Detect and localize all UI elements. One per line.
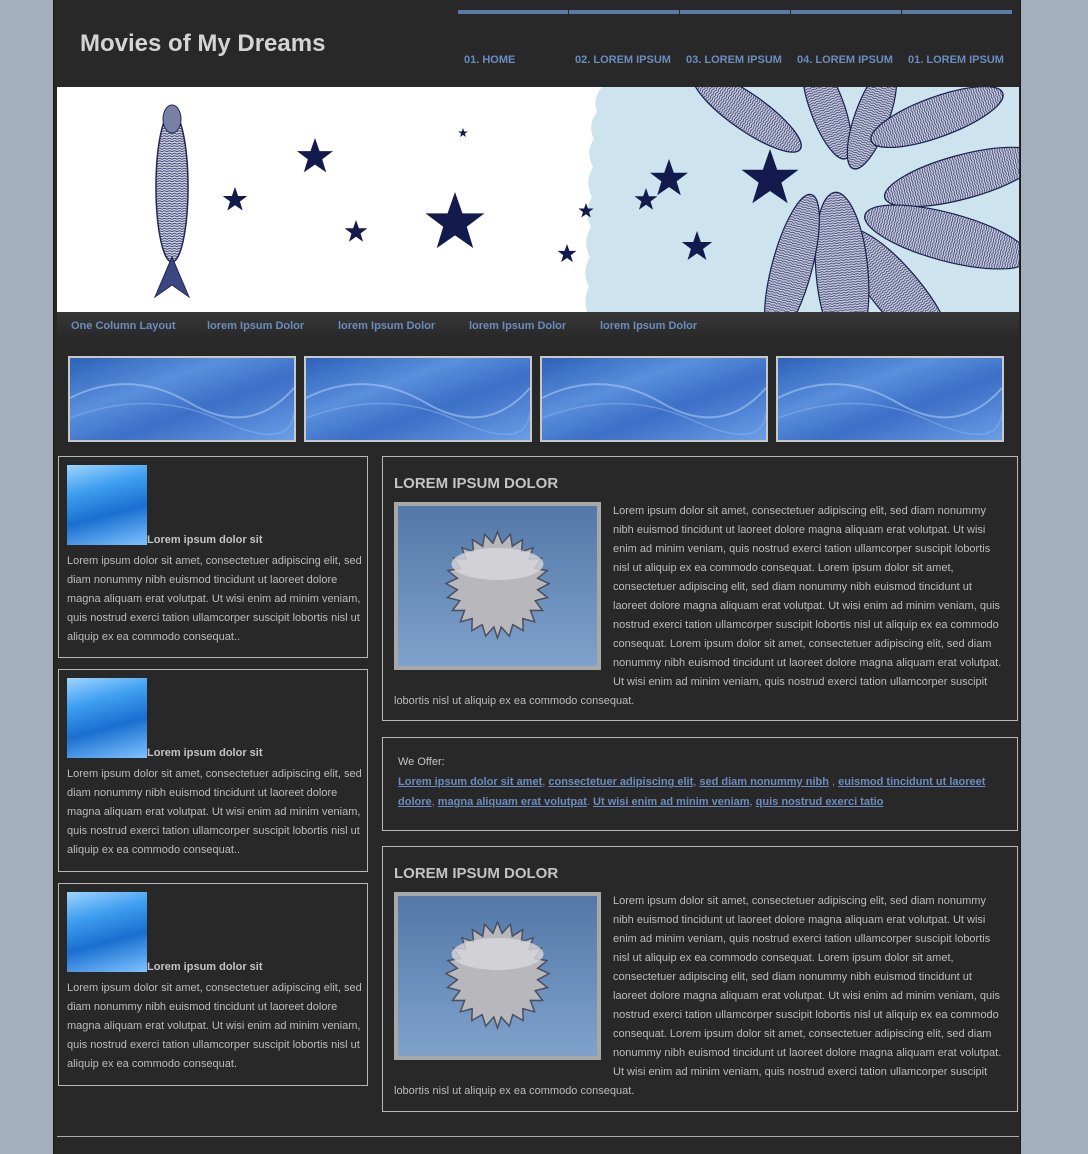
sub-nav-item-5[interactable]: lorem Ipsum Dolor: [600, 320, 698, 332]
gallery-thumb-3[interactable]: [540, 356, 768, 442]
top-nav-home[interactable]: 01. HOME: [458, 10, 568, 65]
sub-nav-item-2[interactable]: lorem Ipsum Dolor: [207, 320, 305, 332]
top-nav-item-4[interactable]: 04. LOREM IPSUM: [791, 10, 901, 65]
gallery-thumb-2[interactable]: [304, 356, 532, 442]
gallery-thumb-1[interactable]: [68, 356, 296, 442]
offer-box: [382, 737, 1018, 831]
secondary-nav: [57, 312, 1019, 342]
article-body: Lorem ipsum dolor sit amet, consectetuer adipiscing elit, sed diam nonummy nibh euismod tincidunt ut laoreet dolore magna aliquam erat volutpat. Ut wisi enim ad minim veniam, quis nostrud exerci tation ullamcorper suscipit lobortis nisl ut aliquip ex ea commodo consequat. Lorem ipsum dolor sit amet, consectetuer adipiscing elit, sed diam nonummy nibh euismod tincidunt ut laoreet dolore magna aliquam erat volutpat. Ut wisi enim ad minim veniam, quis nostrud exerci tation ullamcorper suscipit lobortis nisl ut aliquip ex ea commodo consequat. Lorem ipsum dolor sit amet, consectetuer adipiscing elit, sed diam nonummy nibh euismod tincidunt ut laoreet dolore magna aliquam erat volutpat. Ut wisi enim ad minim veniam, quis nostrud exerci tation ullamcorper suscipit lobortis nisl ut aliquip ex ea commodo consequat.: [394, 505, 1002, 707]
card-thumbnail[interactable]: [67, 892, 147, 972]
offer-link[interactable]: quis nostrud exerci tatio: [755, 796, 884, 808]
top-nav-item-3[interactable]: 03. LOREM IPSUM: [680, 10, 790, 65]
banner-illustration: [57, 87, 1019, 312]
offer-label: We Offer:: [398, 756, 445, 768]
article: [382, 456, 1018, 721]
gallery-thumb-4[interactable]: [776, 356, 1004, 442]
offer-link[interactable]: sed diam nonummy nibh: [699, 776, 829, 788]
sidebar-card: [58, 883, 368, 1086]
offer-link[interactable]: Ut wisi enim ad minim veniam: [593, 796, 750, 808]
top-nav-item-5[interactable]: 01. LOREM IPSUM: [902, 10, 1012, 65]
offer-link[interactable]: Lorem ipsum dolor sit amet: [398, 776, 543, 788]
fish-vertical: [155, 105, 189, 297]
top-nav-item-2[interactable]: 02. LOREM IPSUM: [569, 10, 679, 65]
article-body: Lorem ipsum dolor sit amet, consectetuer adipiscing elit, sed diam nonummy nibh euismod tincidunt ut laoreet dolore magna aliquam erat volutpat. Ut wisi enim ad minim veniam, quis nostrud exerci tation ullamcorper suscipit lobortis nisl ut aliquip ex ea commodo consequat. Lorem ipsum dolor sit amet, consectetuer adipiscing elit, sed diam nonummy nibh euismod tincidunt ut laoreet dolore magna aliquam erat volutpat. Ut wisi enim ad minim veniam, quis nostrud exerci tation ullamcorper suscipit lobortis nisl ut aliquip ex ea commodo consequat. Lorem ipsum dolor sit amet, consectetuer adipiscing elit, sed diam nonummy nibh euismod tincidunt ut laoreet dolore magna aliquam erat volutpat. Ut wisi enim ad minim veniam, quis nostrud exerci tation ullamcorper suscipit lobortis nisl ut aliquip ex ea commodo consequat.: [394, 895, 1002, 1097]
site-title: Movies of My Dreams: [80, 30, 326, 57]
offer-link[interactable]: euismod tincidunt ut laoreet dolore: [398, 776, 986, 808]
card-text: Lorem ipsum dolor sit amet, consectetuer adipiscing elit, sed diam nonummy nibh euismod tincidunt ut laoreet dolore magna aliquam erat volutpat. Ut wisi enim ad minim veniam, quis nostrud exerci tation ullamcorper suscipit lobortis nisl ut aliquip ex ea commodo consequat..: [67, 768, 362, 856]
article: [382, 846, 1018, 1112]
footer-divider: [57, 1136, 1019, 1137]
card-thumbnail[interactable]: [67, 465, 147, 545]
header-banner: [57, 87, 1019, 312]
card-thumbnail[interactable]: [67, 678, 147, 758]
sub-nav-item-3[interactable]: lorem Ipsum Dolor: [338, 320, 436, 332]
sidebar-card: [58, 456, 368, 658]
sub-nav-item-4[interactable]: lorem Ipsum Dolor: [469, 320, 567, 332]
card-title: Lorem ipsum dolor sit: [147, 961, 263, 973]
offer-links: Lorem ipsum dolor sit amet, consectetuer adipiscing elit, sed diam nonummy nibh , euismod tincidunt ut laoreet dolore, magna aliquam erat volutpat. Ut wisi enim ad minim veniam, quis nostrud exerci tatio: [398, 776, 986, 808]
card-text: Lorem ipsum dolor sit amet, consectetuer adipiscing elit, sed diam nonummy nibh euismod tincidunt ut laoreet dolore magna aliquam erat volutpat. Ut wisi enim ad minim veniam, quis nostrud exerci tation ullamcorper suscipit lobortis nisl ut aliquip ex ea commodo consequat..: [67, 555, 362, 643]
offer-link[interactable]: consectetuer adipiscing elit: [548, 776, 694, 788]
sub-nav-one-column[interactable]: One Column Layout: [71, 320, 176, 332]
article-heading: LOREM IPSUM DOLOR: [394, 865, 559, 882]
article-heading: LOREM IPSUM DOLOR: [394, 475, 559, 492]
page-container: [53, 0, 1021, 1154]
card-text: Lorem ipsum dolor sit amet, consectetuer adipiscing elit, sed diam nonummy nibh euismod tincidunt ut laoreet dolore magna aliquam erat volutpat. Ut wisi enim ad minim veniam, quis nostrud exerci tation ullamcorper suscipit lobortis nisl ut aliquip ex ea commodo consequat.: [67, 982, 362, 1070]
offer-link[interactable]: magna aliquam erat volutpat: [437, 796, 587, 808]
sidebar-card: [58, 669, 368, 872]
card-title: Lorem ipsum dolor sit: [147, 534, 263, 546]
card-title: Lorem ipsum dolor sit: [147, 747, 263, 759]
